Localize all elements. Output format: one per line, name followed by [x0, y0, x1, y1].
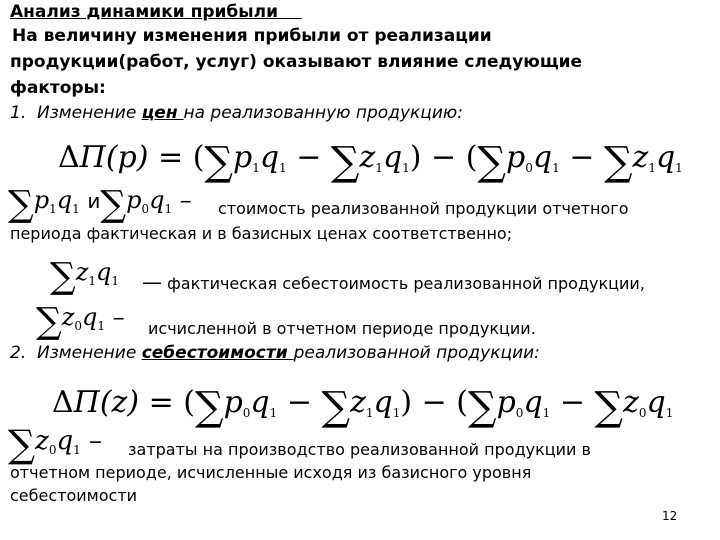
item-2-underlined: себестоимости [141, 343, 294, 363]
page-number: 12 [662, 509, 678, 523]
item-2-text-after: реализованной продукции: [293, 343, 540, 363]
item-1 [10, 103, 463, 123]
def-2-symbols: $\sum z_1q_1$ [50, 256, 120, 297]
def-3-symbols: $\sum z_0q_1$ – [36, 301, 125, 342]
item-2-text-before: Изменение [37, 343, 142, 363]
page-title: Анализ динамики прибыли [10, 2, 278, 22]
item-1-text-after: на реализованную продукцию: [183, 103, 463, 123]
def-2-description: фактическая себестоимость реализованной продукции, [167, 274, 645, 293]
item-2-number: 2. [10, 343, 27, 363]
def-4-symbols: $\sum z_0q_1$ – [8, 422, 103, 466]
intro-line-1: На величину изменения прибыли от реализации [12, 26, 492, 46]
formula-2: $\Delta П(z) = (\sum p_0q_1 - \sum z_1q_1) - (\sum p_0q_1 - \sum z_0q_1$ [52, 384, 674, 430]
def-1-line-1: стоимость реализованной продукции отчетного [218, 199, 629, 218]
def-1-conjunction: и [87, 189, 101, 213]
def-4-line-2: отчетном периоде, исчисленные исходя из базисного уровня [10, 463, 532, 482]
def-1-line-2: периода фактическая и в базисных ценах соответственно; [10, 224, 513, 243]
def-2-dash: — [142, 270, 162, 294]
def-2-text [142, 270, 645, 294]
intro-line-3: факторы: [10, 78, 106, 98]
item-1-number: 1. [10, 103, 27, 123]
def-3-dash: – [112, 303, 125, 331]
formula-1: $\Delta П(p) = (\sum p_1q_1 - \sum z_1q_1) - (\sum p_0q_1 - \sum z_1q_1$ [58, 139, 683, 185]
intro-line-2: продукции(работ, услуг) оказывают влияние следующие [10, 52, 583, 72]
def-4-dash: – [89, 426, 103, 456]
item-1-underlined: цен [141, 103, 184, 123]
def-4-line-1: затраты на производство реализованной продукции в [128, 440, 591, 459]
def-3-text: исчисленной в отчетном периоде продукции. [148, 319, 536, 338]
def-1-dash: – [179, 186, 192, 214]
def-1-symbols: $\sum p_1q_1$ $и\sum p_0q_1$ – [8, 184, 192, 225]
def-4-line-3: себестоимости [10, 486, 138, 505]
item-1-text-before: Изменение [37, 103, 142, 123]
item-2 [10, 343, 540, 363]
